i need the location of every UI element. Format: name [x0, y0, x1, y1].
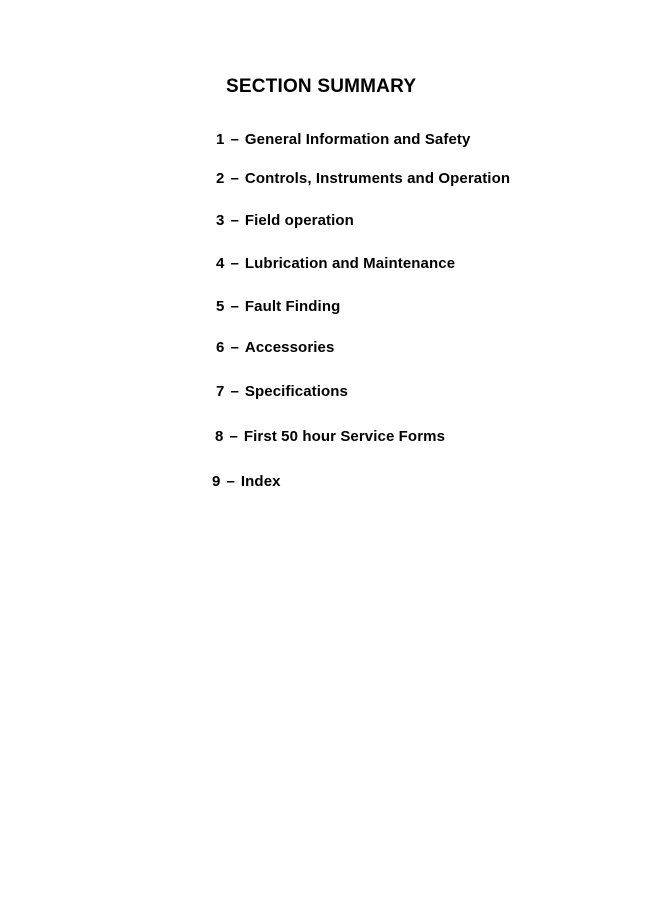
section-label: Fault Finding [244, 298, 341, 315]
section-label: Accessories [244, 339, 335, 356]
section-label: Field operation [244, 212, 354, 229]
section-number: 8 [215, 428, 224, 445]
section-label: General Information and Safety [244, 131, 471, 148]
section-entry-index [212, 473, 281, 490]
section-number: 3 [216, 212, 225, 229]
page-title: SECTION SUMMARY [226, 76, 417, 97]
section-number: 5 [216, 298, 225, 315]
section-entry-specifications [216, 383, 348, 400]
separator-dash: – [226, 473, 235, 490]
section-label: Specifications [244, 383, 349, 400]
separator-dash: – [230, 255, 239, 272]
separator-dash: – [230, 131, 239, 148]
section-entry-service-forms [215, 428, 445, 445]
section-label: First 50 hour Service Forms [243, 428, 446, 445]
separator-dash: – [229, 428, 238, 445]
section-label: Index [240, 473, 281, 490]
separator-dash: – [230, 339, 239, 356]
section-number: 2 [216, 170, 225, 187]
section-entry-field-operation [216, 212, 354, 229]
section-label: Controls, Instruments and Operation [244, 170, 511, 187]
separator-dash: – [230, 212, 239, 229]
section-number: 4 [216, 255, 225, 272]
section-number: 9 [212, 473, 221, 490]
section-number: 6 [216, 339, 225, 356]
section-entry-fault-finding [216, 298, 340, 315]
section-entry-accessories [216, 339, 334, 356]
section-number: 7 [216, 383, 225, 400]
separator-dash: – [230, 298, 239, 315]
section-entry-controls [216, 170, 510, 187]
section-number: 1 [216, 131, 225, 148]
separator-dash: – [230, 383, 239, 400]
separator-dash: – [230, 170, 239, 187]
section-entry-lubrication [216, 255, 455, 272]
section-entry-general-information [216, 131, 470, 148]
section-label: Lubrication and Maintenance [244, 255, 456, 272]
